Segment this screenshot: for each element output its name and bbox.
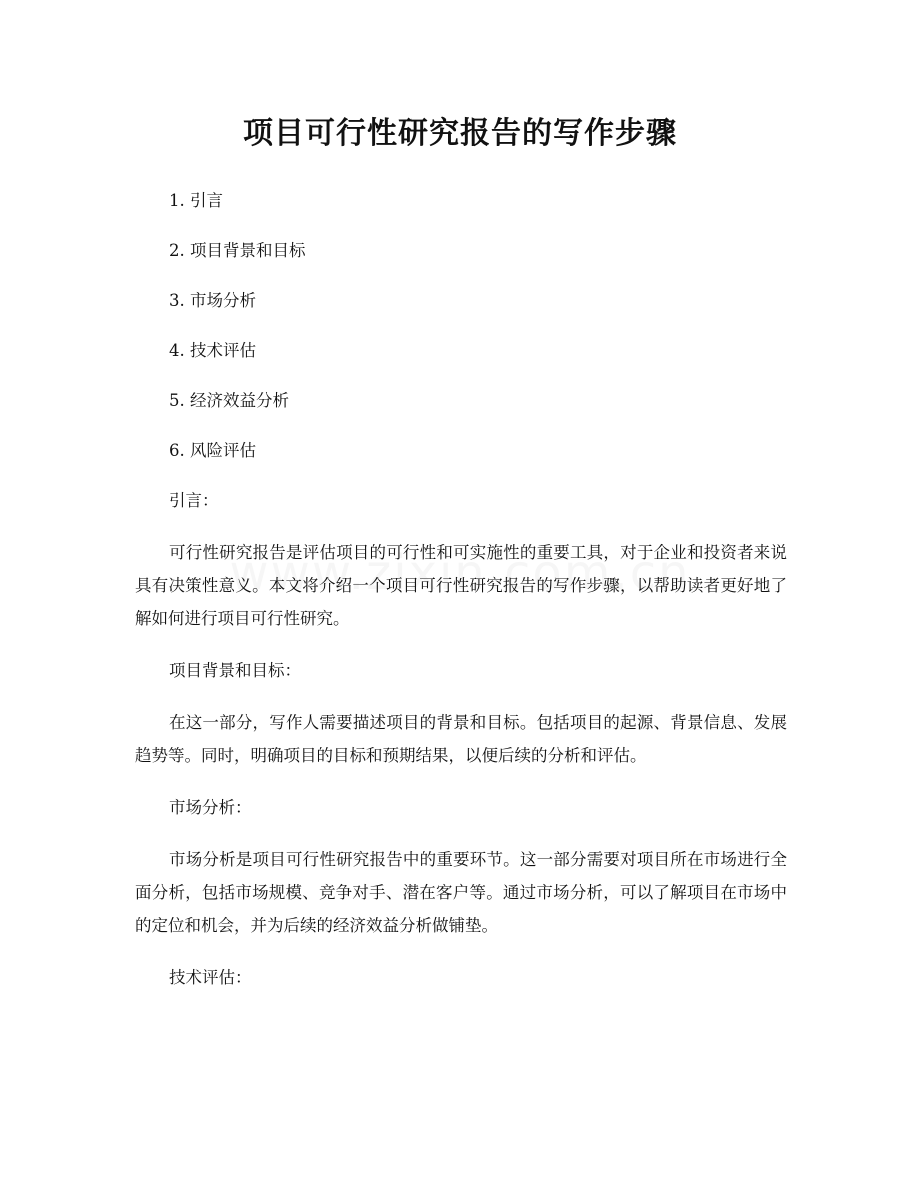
toc-item: 3. 市场分析 [169, 291, 256, 310]
document-title: 项目可行性研究报告的写作步骤 [243, 116, 677, 151]
section-body-market: 市场分析是项目可行性研究报告中的重要环节。这一部分需要对项目所在市场进行全面分析，包括市场规模、竞争对手、潜在客户等。通过市场分析，可以了解项目在市场中的定位和机会，并为后续的经济效益分析做铺垫。 [135, 850, 787, 935]
toc-item: 4. 技术评估 [169, 341, 256, 360]
toc-item: 1. 引言 [169, 191, 223, 210]
toc-item: 5. 经济效益分析 [169, 391, 289, 410]
section-heading-intro: 引言： [169, 491, 219, 510]
document-body [135, 186, 787, 1013]
section-body-background: 在这一部分，写作人需要描述项目的背景和目标。包括项目的起源、背景信息、发展趋势等。同时，明确项目的目标和预期结果，以便后续的分析和评估。 [135, 713, 787, 765]
section-heading-tech: 技术评估： [169, 968, 252, 987]
section-heading-market: 市场分析： [169, 798, 252, 817]
section-body-intro: 可行性研究报告是评估项目的可行性和可实施性的重要工具，对于企业和投资者来说具有决策性意义。本文将介绍一个项目可行性研究报告的写作步骤，以帮助读者更好地了解如何进行项目可行性研究。 [135, 543, 787, 628]
toc-item: 6. 风险评估 [169, 441, 256, 460]
section-heading-background: 项目背景和目标： [169, 661, 301, 680]
toc-item: 2. 项目背景和目标 [169, 241, 306, 260]
